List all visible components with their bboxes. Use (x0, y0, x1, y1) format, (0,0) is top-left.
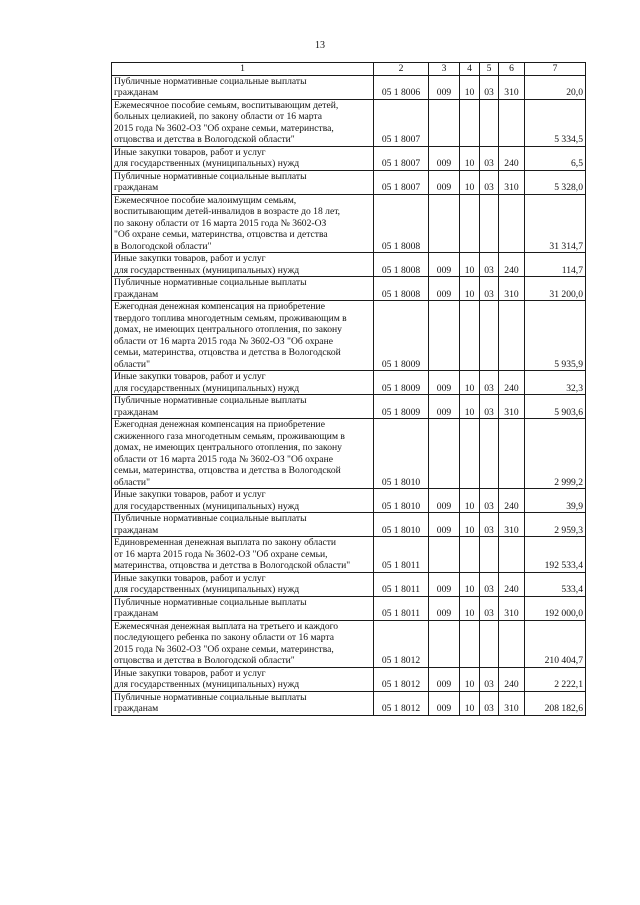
description-cell (112, 194, 374, 253)
subsection-cell (460, 537, 480, 573)
amount-cell: 192 533,4 (525, 537, 586, 573)
code-cell: 05 1 8007 (374, 170, 429, 194)
type-cell: 310 (499, 513, 525, 537)
subsection-cell: 10 (460, 489, 480, 513)
description-cell (112, 489, 374, 513)
table-row (112, 253, 586, 277)
type-cell: 240 (499, 572, 525, 596)
amount-cell: 5 935,9 (525, 301, 586, 371)
description-cell (112, 537, 374, 573)
description-line: Публичные нормативные социальные выплаты (114, 691, 307, 703)
amount-cell: 5 328,0 (525, 170, 586, 194)
type-cell (499, 301, 525, 371)
article-cell: 03 (480, 146, 499, 170)
type-cell (499, 537, 525, 573)
description-line: гражданам (114, 288, 159, 300)
amount-cell: 2 999,2 (525, 419, 586, 489)
amount-cell: 20,0 (525, 75, 586, 99)
type-cell: 310 (499, 596, 525, 620)
table-row (112, 75, 586, 99)
description-line: "Об охране семьи, материнства, отцовства и детства (114, 229, 328, 240)
table-row (112, 620, 586, 667)
type-cell (499, 194, 525, 253)
description-line: отцовства и детства в Вологодской области" (114, 655, 295, 666)
description-line: семьи, материнства, отцовства и детства в Вологодской (114, 465, 341, 476)
description-line: воспитывающим детей-инвалидов в возрасте до 18 лет, (114, 206, 341, 217)
subsection-cell (460, 194, 480, 253)
description-cell (112, 75, 374, 99)
article-cell: 03 (480, 489, 499, 513)
code-cell: 05 1 8008 (374, 253, 429, 277)
column-header: 6 (499, 63, 525, 76)
code-cell: 05 1 8011 (374, 572, 429, 596)
article-cell: 03 (480, 596, 499, 620)
code-cell: 05 1 8009 (374, 371, 429, 395)
table-row (112, 194, 586, 253)
table-row (112, 537, 586, 573)
subsection-cell: 10 (460, 572, 480, 596)
subsection-cell (460, 419, 480, 489)
subsection-cell: 10 (460, 146, 480, 170)
description-line: Иные закупки товаров, работ и услуг (114, 146, 266, 158)
description-cell (112, 99, 374, 146)
description-line: Ежемесячное пособие семьям, воспитывающим детей, (114, 99, 339, 111)
description-line: 2015 года № 3602-ОЗ "Об охране семьи, материнства, (114, 122, 334, 134)
description-line: Публичные нормативные социальные выплаты (114, 513, 307, 524)
description-line: материнства, отцовства и детства в Вологодской области" (114, 560, 351, 571)
description-line: 2015 года № 3602-ОЗ "Об охране семьи, материнства, (114, 643, 334, 655)
description-line: для государственных (муниципальных) нужд (114, 500, 300, 512)
article-cell (480, 620, 499, 667)
amount-cell: 31 200,0 (525, 277, 586, 301)
column-header: 4 (460, 63, 480, 76)
section-cell: 009 (429, 253, 460, 277)
table-row (112, 99, 586, 146)
article-cell (480, 194, 499, 253)
table-row (112, 277, 586, 301)
description-line: Ежемесячное пособие малоимущим семьям, (114, 194, 297, 206)
description-line: Публичные нормативные социальные выплаты (114, 75, 307, 87)
amount-cell: 5 334,5 (525, 99, 586, 146)
type-cell: 240 (499, 667, 525, 691)
type-cell: 240 (499, 253, 525, 277)
code-cell: 05 1 8006 (374, 75, 429, 99)
article-cell: 03 (480, 667, 499, 691)
header-row (112, 63, 586, 76)
description-line: домах, не имеющих центрального отопления, по закону (114, 442, 342, 453)
table-row (112, 419, 586, 489)
section-cell (429, 194, 460, 253)
description-cell (112, 572, 374, 596)
section-cell: 009 (429, 277, 460, 301)
type-cell: 310 (499, 691, 525, 715)
code-cell: 05 1 8012 (374, 691, 429, 715)
description-line: Иные закупки товаров, работ и услуг (114, 371, 266, 382)
description-line: гражданам (114, 524, 159, 536)
section-cell: 009 (429, 170, 460, 194)
section-cell: 009 (429, 667, 460, 691)
article-cell (480, 301, 499, 371)
description-line: отцовства и детства в Вологодской области" (114, 134, 295, 145)
description-line: от 16 марта 2015 года № 3602-ОЗ "Об охране семьи, (114, 548, 328, 560)
subsection-cell: 10 (460, 691, 480, 715)
type-cell (499, 419, 525, 489)
description-cell (112, 513, 374, 537)
description-line: области от 16 марта 2015 года № 3602-ОЗ "Об охране (114, 453, 333, 465)
amount-cell: 2 959,3 (525, 513, 586, 537)
subsection-cell: 10 (460, 513, 480, 537)
description-line: в Вологодской области" (114, 240, 212, 252)
article-cell: 03 (480, 253, 499, 277)
description-cell (112, 419, 374, 489)
description-line: Публичные нормативные социальные выплаты (114, 277, 307, 288)
section-cell (429, 419, 460, 489)
description-cell (112, 620, 374, 667)
description-line: Иные закупки товаров, работ и услуг (114, 572, 266, 584)
article-cell: 03 (480, 691, 499, 715)
section-cell: 009 (429, 572, 460, 596)
section-cell: 009 (429, 513, 460, 537)
description-cell (112, 170, 374, 194)
description-line: больных целиакией, по закону области от 16 марта (114, 111, 322, 122)
subsection-cell (460, 301, 480, 371)
description-line: Публичные нормативные социальные выплаты (114, 596, 307, 608)
description-line: твердого топлива многодетным семьям, проживающим в (114, 312, 347, 324)
article-cell (480, 99, 499, 146)
subsection-cell: 10 (460, 277, 480, 301)
description-line: Ежегодная денежная компенсация на приобретение (114, 419, 325, 430)
description-line: гражданам (114, 406, 159, 418)
article-cell: 03 (480, 277, 499, 301)
amount-cell: 533,4 (525, 572, 586, 596)
description-cell (112, 596, 374, 620)
article-cell: 03 (480, 371, 499, 395)
description-cell (112, 253, 374, 277)
amount-cell: 208 182,6 (525, 691, 586, 715)
type-cell: 310 (499, 395, 525, 419)
description-line: сжиженного газа многодетным семьям, проживающим в (114, 430, 345, 442)
amount-cell: 114,7 (525, 253, 586, 277)
table-row (112, 667, 586, 691)
amount-cell: 6,5 (525, 146, 586, 170)
code-cell: 05 1 8008 (374, 194, 429, 253)
description-line: области" (114, 476, 150, 488)
section-cell: 009 (429, 395, 460, 419)
column-header: 2 (374, 63, 429, 76)
type-cell: 310 (499, 170, 525, 194)
description-cell (112, 667, 374, 691)
column-header: 5 (480, 63, 499, 76)
section-cell: 009 (429, 691, 460, 715)
description-line: области от 16 марта 2015 года № 3602-ОЗ "Об охране (114, 335, 333, 347)
subsection-cell: 10 (460, 170, 480, 194)
subsection-cell: 10 (460, 371, 480, 395)
amount-cell: 192 000,0 (525, 596, 586, 620)
description-line: гражданам (114, 182, 159, 193)
code-cell: 05 1 8010 (374, 513, 429, 537)
table-row (112, 170, 586, 194)
table-row (112, 301, 586, 371)
code-cell: 05 1 8007 (374, 99, 429, 146)
description-line: гражданам (114, 703, 159, 714)
description-line: Ежегодная денежная компенсация на приобретение (114, 301, 325, 312)
description-line: области" (114, 358, 150, 370)
section-cell: 009 (429, 146, 460, 170)
code-cell: 05 1 8007 (374, 146, 429, 170)
description-cell (112, 277, 374, 301)
section-cell (429, 301, 460, 371)
type-cell: 310 (499, 75, 525, 99)
type-cell: 240 (499, 371, 525, 395)
article-cell: 03 (480, 572, 499, 596)
code-cell: 05 1 8010 (374, 489, 429, 513)
description-line: для государственных (муниципальных) нужд (114, 158, 300, 169)
subsection-cell: 10 (460, 75, 480, 99)
section-cell: 009 (429, 371, 460, 395)
section-cell: 009 (429, 596, 460, 620)
description-cell (112, 395, 374, 419)
table-row (112, 513, 586, 537)
column-header: 7 (525, 63, 586, 76)
section-cell: 009 (429, 75, 460, 99)
type-cell (499, 99, 525, 146)
description-line: семьи, материнства, отцовства и детства в Вологодской (114, 347, 341, 358)
subsection-cell: 10 (460, 395, 480, 419)
article-cell (480, 537, 499, 573)
description-line: Единовременная денежная выплата по закону области (114, 537, 337, 548)
description-line: Иные закупки товаров, работ и услуг (114, 489, 266, 500)
code-cell: 05 1 8011 (374, 537, 429, 573)
description-line: Публичные нормативные социальные выплаты (114, 170, 307, 182)
table-row (112, 489, 586, 513)
code-cell: 05 1 8009 (374, 301, 429, 371)
table-row (112, 572, 586, 596)
description-line: Иные закупки товаров, работ и услуг (114, 667, 266, 679)
description-cell (112, 301, 374, 371)
table-row (112, 395, 586, 419)
column-header: 1 (112, 63, 374, 76)
code-cell: 05 1 8011 (374, 596, 429, 620)
description-cell (112, 371, 374, 395)
article-cell: 03 (480, 75, 499, 99)
amount-cell: 32,3 (525, 371, 586, 395)
amount-cell: 5 903,6 (525, 395, 586, 419)
subsection-cell: 10 (460, 667, 480, 691)
description-line: последующего ребенка по закону области от 16 марта (114, 632, 335, 643)
amount-cell: 31 314,7 (525, 194, 586, 253)
description-line: для государственных (муниципальных) нужд (114, 264, 300, 276)
description-line: для государственных (муниципальных) нужд (114, 679, 300, 690)
column-header: 3 (429, 63, 460, 76)
table-row (112, 596, 586, 620)
amount-cell: 210 404,7 (525, 620, 586, 667)
article-cell (480, 419, 499, 489)
subsection-cell: 10 (460, 253, 480, 277)
table-row (112, 371, 586, 395)
code-cell: 05 1 8008 (374, 277, 429, 301)
table-row (112, 691, 586, 715)
type-cell: 240 (499, 146, 525, 170)
article-cell: 03 (480, 170, 499, 194)
description-cell (112, 146, 374, 170)
table-row (112, 146, 586, 170)
article-cell: 03 (480, 513, 499, 537)
subsection-cell (460, 99, 480, 146)
type-cell: 240 (499, 489, 525, 513)
description-line: гражданам (114, 87, 159, 98)
subsection-cell (460, 620, 480, 667)
subsection-cell: 10 (460, 596, 480, 620)
code-cell: 05 1 8009 (374, 395, 429, 419)
description-line: домах, не имеющих центрального отопления, по закону (114, 324, 342, 335)
section-cell (429, 537, 460, 573)
code-cell: 05 1 8012 (374, 667, 429, 691)
article-cell: 03 (480, 395, 499, 419)
budget-table (111, 62, 586, 716)
description-line: по закону области от 16 марта 2015 года № 3602-ОЗ (114, 217, 327, 229)
code-cell: 05 1 8012 (374, 620, 429, 667)
description-cell (112, 691, 374, 715)
description-line: Иные закупки товаров, работ и услуг (114, 253, 266, 264)
table-body (112, 75, 586, 715)
section-cell (429, 620, 460, 667)
amount-cell: 2 222,1 (525, 667, 586, 691)
description-line: Публичные нормативные социальные выплаты (114, 395, 307, 406)
code-cell: 05 1 8010 (374, 419, 429, 489)
amount-cell: 39,9 (525, 489, 586, 513)
description-line: гражданам (114, 608, 159, 619)
type-cell: 310 (499, 277, 525, 301)
description-line: Ежемесячная денежная выплата на третьего и каждого (114, 620, 339, 632)
section-cell: 009 (429, 489, 460, 513)
section-cell (429, 99, 460, 146)
description-line: для государственных (муниципальных) нужд (114, 584, 300, 595)
page-number: 13 (315, 40, 325, 51)
type-cell (499, 620, 525, 667)
description-line: для государственных (муниципальных) нужд (114, 382, 300, 394)
